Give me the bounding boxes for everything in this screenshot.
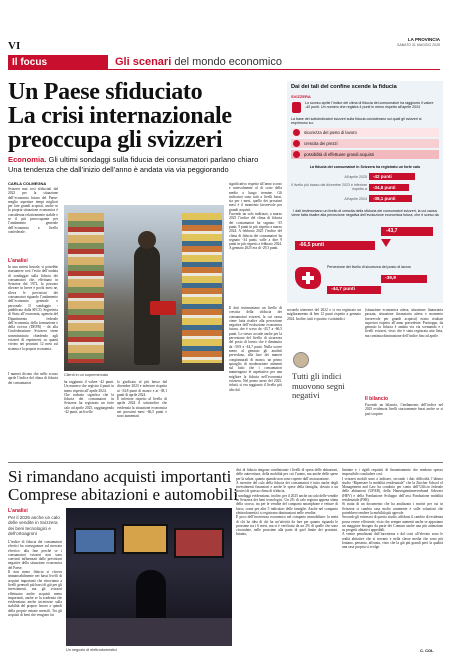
issue-date: SABATO 31 MAGGIO 2025 [397, 43, 440, 47]
section-title-rest: del mondo economico [174, 56, 282, 68]
bar-1-label: All’aprile 2025 [344, 175, 367, 179]
main-col-4-lower: Il dati testimoniano un livello di crescita della sfiducia dei consumatori svizzeri, la cui causa viene fatta risalire alla percezione negativa dell’evoluzione economica futura, che è sceso da -43,7 a -66,5 punti. Lo stesso accade anche per la percezione del livello di sicurezza del posto di lavoro che è diminuito da -39,9 a -44,7 punti. Nulla scorre meno al gennaio gli analisti prevedono, alla luce dei numeri congiunturali di marzo, un primo spiraglio di moderazione attinenti sul fatto che i consumatori mantengono le aspettative per una migliore la fiducia nell’economia svizzera. Nel primo mese del 2025, infatti, si era raggiunto il livello più alto dal [229, 306, 282, 392]
bilancio-label: Il bilancio [365, 396, 389, 402]
shopping-basket [150, 301, 176, 315]
bar-3-label: All’aprile 2024 [344, 197, 367, 201]
second-photo-caption: Un negozio di elettrodomestici [66, 648, 117, 652]
section-bar [8, 55, 440, 70]
section-title-bold: Gli scenari [115, 56, 172, 68]
down-arrow-icon [381, 239, 391, 247]
worker-icon [293, 129, 300, 136]
second-analisi-text: Per il 2025 anche un calo delle vendite in Svizzera dei beni tecnologici e dell’ortoagroni [8, 515, 60, 537]
second-col-3: limitate e i rigidi requisiti di finanziamento che rendono spesso impossibile concludere così. I svizzeri mobili sono a indicare, secondo i dati difficoltà, l’ultimo studio “Ripensare la mobilità residenziale” che la Zürcher School of Management and Law ha condotto per conto dell’Ufficio federale delle abitazioni (UFAB), della Hauseigentümerverband Schweiz (HEV) e della Fondazione Sviluppo dell’assi Fondazione mobilità residenziale (FSR). Si tratta di un documento che ha analizzato i motivi per cui in Svizzera si cambia casa molto raramente e sulle soluzioni che potrebbero rendere la mobilità più agevole. Secondo gli estensori di questo studio, affidarsi il cambio di residenza possa essere efficiente, visto che sempre aumenti anche se apportano un maggiore bisogno da parte dei Comuni anche una più attenzione su progetti abitativi appetibili. A venire penalizzati dall’incertezza e dal costi all’elevato sono le realtà abitative che si trovano e nella classe media che sono più lontano, pertanto, affronta, visto che la già più grandi però la qualità una casa propria si svolge. [342, 468, 443, 550]
econ-chart [291, 223, 439, 263]
fall-title: La fiducia dei consumatori in Svizzera ha registrato un forte calo [309, 165, 421, 169]
main-col-3-lower: lo giudicato al più basso dal dicembre 2023 e inferiore rispetto ai -34,8 punti di marzo e ai -38,1 punti di aprile 2024. È inferiore rispetto al livello di aprile 2024 il sottoindice che evidenzia la situazione economica nei prossimi mesi -66,5 punti e sono aumentati [117, 380, 167, 419]
section-title [115, 55, 282, 70]
second-col-2: dici di fiducia tengono condizionati i livelli di spesa delle abitazioni, delle autovetture, della mobilità per cui l’uomo, ma anche delle spese per la salute, quanto quando non sono coperte dall’assicurazione. A risentire del calo della fiducia dei consumatori è tutto anche degli investimenti finanziari e anche le spese della famiglia, dovuto a un acuirsi di questo clima di sfiducia. I sondaggi evidenziano, inoltre, per il 2025 anche un calo delle vendite in Svizzera dei beni tecnologici. Un 2% di calo registra appena stima dello scorso, tra per le vendite del comparto smartphone e vetture di lusso, come per altri 5 indicatori delle famiglie. Anche nel comparto elettrodomestici si registrano diminuzioni nelle vendite. È poco dell’incertezza economica nel comparto immobiliare: la metà di chi ha idea di chi ha un’attività da fare per quanto riguarda le prossime tra i 6 mesi, ma si è verificato da un 2% di quelle che sono circondate, nelle prossime alla parte di quel limite dei prossimi. Intanto, [236, 468, 338, 537]
newspaper-name: LA PROVINCIA [407, 37, 440, 42]
bar-2-value: -34,8 punti [373, 185, 396, 190]
article-divider [8, 462, 443, 463]
bar-1-value: -42 punti [373, 174, 392, 179]
econ-to-value: -66,5 punti [299, 242, 325, 248]
tv-screen-3 [174, 528, 224, 558]
bar-3-value: -38,1 punti [373, 196, 396, 201]
main-col-1-body: In una sintesi brutale, si potrebbe riassumere così l’esito dell’ondata di sondaggio sulla fiducia dei consumatori che, effettuato in Svizzera dal 1972, la possono rilevare in breve e pochi mesi ne, rileva le previsioni dei consumatori riguardo l’andamento dell’economia generale e personale. Il sondaggio - pubblicato dalla SECO, Segreteria di Stato all’economia, agenzia del Dipartimento federale dell’economia, della formazione e della ricerca (DEFR) - dà alla Confederazione Svizzera viene somministrato chiedendo agli svizzeri di esprimersi su quanti vivono nei prossimi 12 mesi sul sistema e la propria economia. [8, 265, 58, 351]
subhead-2: Una tendenza che dall’inizio dell’anno è andata via via peggiorando [8, 165, 229, 174]
main-col-6: (situazione economica attesa, situazione finanziaria passata, situazione finanziaria attesa e momento favorevole per grandi acquisti) erano risultati superiori rispetto all’anno precedente. Purtroppo, da gennaio la fiducia è andata via via scemando e i livelli svizzeri, visto che è stata registrata una lieta, ma continua diminuzione dell’indice fino ad aprile. [365, 308, 443, 338]
section-tag-label: Il focus [12, 57, 48, 68]
shopping-cart-icon [293, 151, 300, 158]
job-to-value: -44,7 punti [331, 287, 355, 292]
photo-caption: Clienti in un supermercato [64, 373, 109, 377]
main-col-6-end: Facendo un bilancio, l’andamento dell’indice nel 2025 evidenzia livelli storicamente bassi anche se si può scoprire [365, 403, 443, 416]
appliance-store-photo [66, 508, 232, 646]
headline-line-2: La crisi internazionale [8, 103, 232, 129]
econ-from-value: -43,7 [386, 228, 398, 234]
supermarket-photo [64, 205, 224, 371]
main-col-4: significativo rispetto all’anno scorso e notevolmente al di sotto della media a lungo termine. Gli indicatori sono tutti a livelli bassi, sia per i mesi, quello dei prossimi mesi è il momento favorevole per grandi acquisti. Facendo un solo indirizzo, a marzo 2025 l’indice del clima di fiducia dei consumatori ha segnato -35 punti, 9 punti in più rispetto a marzo 2024. A febbraio 2025 l’indice del clima di fiducia dei consumatori ha segnato -34 punti, valle a dire 9 punti in più rispetto a febbraio 2024. A gennaio 2025 era di -29,3 punti. [229, 182, 282, 251]
display-counter [66, 618, 232, 646]
shelf-left [68, 213, 104, 363]
analisi-label: L’analisi [8, 258, 28, 264]
byline: CARLA COLMEGNA [8, 181, 47, 186]
infographic-title: Dai dei tali del confine scende la fiducia [291, 84, 397, 90]
legend-item-purchases [291, 150, 439, 159]
second-analisi-label: L’analisi [8, 508, 28, 514]
legend-item-prices [291, 139, 439, 148]
swiss-cross-h [302, 276, 314, 280]
legend-title: La base dei sottoindicatori svizzeri sulla fiducia considerano sui quali gli svizzeri si esprimono su: [291, 117, 422, 126]
legend-label-prices: crescita dei prezzi [304, 141, 338, 146]
main-col-5: secondo trimestre del 2022 e si era registrato un miglioramento di ben 12 punti rispetto a gennaio 2024. Inoltre, tutti e quattro i sottoindici [287, 308, 361, 321]
section-tag [8, 55, 108, 70]
main-col-2-lower: ha raggiunto il valore -42 punti. Un numero che registra 4 punti in meno rispetto all’aprile 2024. Che trabotto significa che la fiducia dei consumatori in Svizzera ha registrato un forte calo ad aprile 2025, raggiungendo -42 punti, un livello [64, 380, 114, 415]
tv-screen-1 [74, 528, 116, 554]
legend-label-job: sicurezza del posto di lavoro [304, 130, 357, 135]
page-number: VI [8, 40, 21, 52]
headline-line-1: Un Paese sfiduciato [8, 79, 203, 105]
bar-2-label: Il livello più basso dal dicembre 2023 e inferiore rispetto a [291, 183, 367, 192]
main-col-1-intro: Svizzeri mai così sfiduciati dal 2022 per la situazione dell’economia futura del Paese: meglio aspettare tempi migliori per fare grandi acquisti, anche se la propria situazione economica è considerata relativamente stabile e se il più preoccupante per l’andamento generale dell’economia a livello confederale. [8, 187, 58, 234]
tv-screen-2 [122, 524, 168, 554]
thumbs-down-icon [292, 102, 301, 113]
price-tag-icon [293, 140, 300, 147]
main-headline [8, 80, 298, 152]
infographic-region: SVIZZERA [291, 94, 311, 99]
legend-label-purchases: possibilità di effettuare grandi acquisti [304, 152, 374, 157]
subhead-1-text: Gli ultimi sondaggi sulla fiducia dei consumatori parlano chiaro [48, 155, 259, 164]
headline-line-3: preoccupa gli svizzeri [8, 127, 223, 153]
job-title: Percezione del livello di sicurezza del posto di lavoro [327, 265, 411, 269]
legend-item-job [291, 128, 439, 137]
job-from-value: -39,9 [385, 276, 396, 281]
second-headline-line-2: Comprese abitazioni e automobili [8, 485, 238, 504]
infographic-panel [287, 81, 443, 303]
shelf-right [182, 213, 222, 363]
quote-avatar [293, 352, 309, 368]
subhead-1 [8, 155, 298, 164]
kicker: Economia. [8, 155, 47, 164]
swiss-map-icon [295, 267, 321, 289]
econ-subtitle: I dati testimoniano un livello di crescita della sfiducia dei consumatori svizzeri, la cui causa viene fatta risalire alla percezione negativa dell’evoluzione economica futura, che è sceso da [291, 209, 439, 218]
second-headline-line-1: Si rimandano acquisti importanti [8, 467, 232, 486]
infographic-intro: Lo scorso aprile l’indice del clima di fiducia dei consumatori ha raggiunto il valore -42 punti. Un numero che registra 4 punti in meno rispetto all’aprile 2024 [305, 101, 434, 110]
second-col-1: L’indice di fiducia dei consumatori elvetici ha conseguenze sul mercato elvetico: alla fine perché se i consumatori svizzeri non sono convinti influenzati dalle previsioni negative della situazione economica del Paese. Il non meno fiducia si ritrova immancabilmente nei bassi livelli di acquisti importanti che ritroviamo a livelli generali più bassi di già per gli investimenti, ma gli svizzeri effettuano anche acquisti meno importanti, anche se la scadenza che evidenziano anche incertezze sulla stabilità del proprio lavoro o quindi della proprie entrate mensili. Tra gli acquisti di beni che vengono fat [8, 540, 62, 618]
second-signature: C. COL [420, 648, 434, 653]
pull-quote: Tutti gli indici muovono segni negativi [292, 371, 345, 401]
main-col-1-end: I numeri dicono che nello scorso aprile l’indice del clima di fiducia dei consumatori [8, 372, 58, 385]
shopper-head [138, 231, 156, 249]
